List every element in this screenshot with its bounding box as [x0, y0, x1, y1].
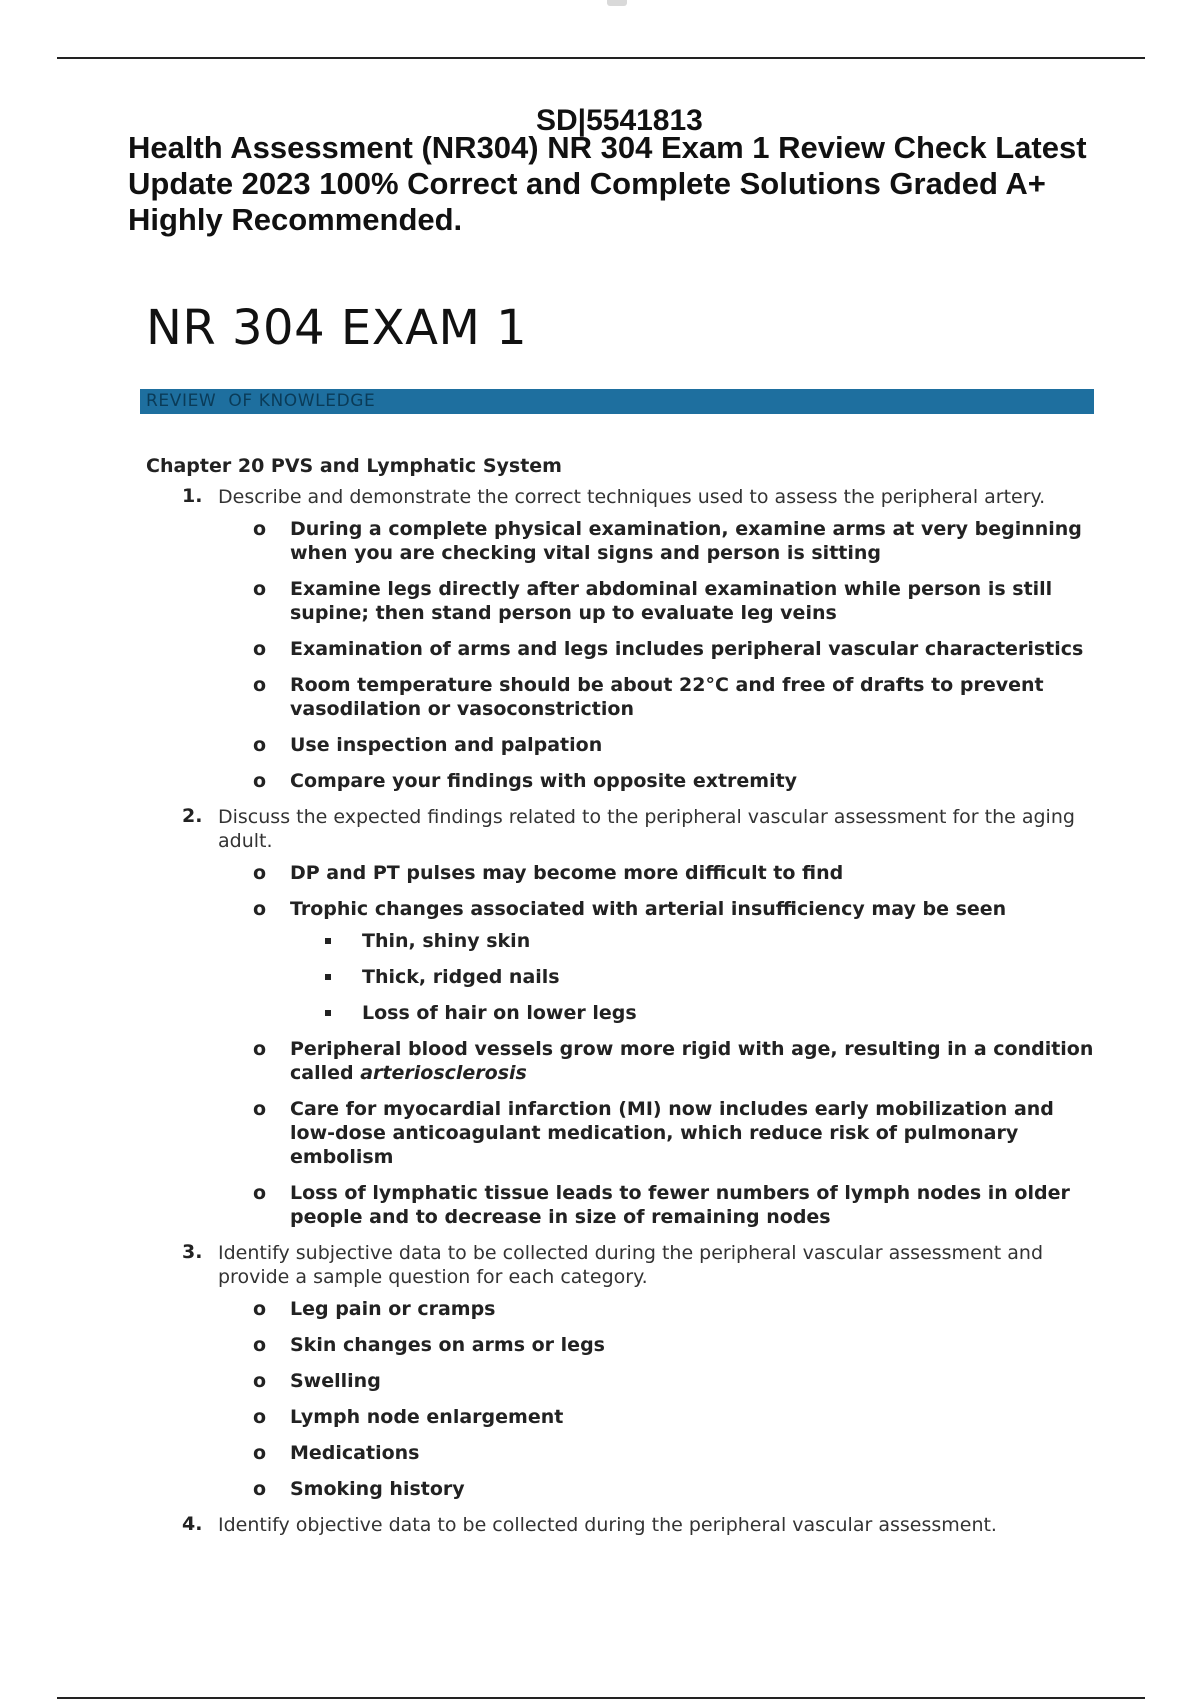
circle-bullet-icon: o [253, 1038, 267, 1060]
answer-item: o Skin changes on arms or legs [253, 1334, 605, 1356]
question-item [146, 485, 1096, 793]
question-number: 1. [182, 485, 203, 507]
answer-item: o Examination of arms and legs includes peripheral vascular characteristics [253, 638, 1084, 660]
circle-bullet-icon: o [253, 578, 267, 600]
exam-heading: NR 304 EXAM 1 [146, 300, 528, 356]
answer-list [218, 861, 1096, 1229]
review-banner [140, 389, 1094, 414]
circle-bullet-icon: o [253, 674, 267, 696]
question-text: Discuss the expected findings related to the peripheral vascular assessment for the aging adult. [218, 806, 1075, 852]
review-banner-label: REVIEW OF KNOWLEDGE [146, 391, 376, 411]
answer-item: o Examine legs directly after abdominal examination while person is still supine; then stand person up to evaluate leg veins [253, 578, 1053, 624]
answer-item: o Lymph node enlargement [253, 1406, 564, 1428]
answer-item: o Swelling [253, 1370, 381, 1392]
question-number: 4. [182, 1513, 203, 1535]
answer-item: o Compare your findings with opposite extremity [253, 770, 798, 792]
circle-bullet-icon: o [253, 1370, 267, 1392]
question-text: Identify objective data to be collected during the peripheral vascular assessment. [218, 1514, 997, 1536]
square-bullet-icon [325, 1010, 331, 1016]
answer-item: o During a complete physical examination, examine arms at very beginning when you are checking vital signs and person is sitting [253, 518, 1082, 564]
circle-bullet-icon: o [253, 770, 267, 792]
answer-item: o Trophic changes associated with arterial insufficiency may be seen Thin, shiny skin Thick, ridged nails Loss of hair on lower legs [218, 897, 1096, 1025]
circle-bullet-icon: o [253, 1298, 267, 1320]
sub-answer-list [290, 929, 1096, 1025]
circle-bullet-icon: o [253, 862, 267, 884]
answer-item: o Smoking history [253, 1478, 465, 1500]
sub-answer-item: Thick, ridged nails [218, 965, 1096, 989]
square-bullet-icon [325, 974, 331, 980]
answer-item: o Use inspection and palpation [253, 734, 603, 756]
circle-bullet-icon: o [253, 898, 267, 920]
question-item [146, 1241, 1096, 1501]
circle-bullet-icon: o [253, 1478, 267, 1500]
question-item [146, 805, 1096, 1229]
answer-item: o Room temperature should be about 22°C and free of drafts to prevent vasodilation or vasoconstriction [253, 674, 1044, 720]
document-id: SD|5541813 [536, 104, 703, 137]
question-number: 2. [182, 805, 203, 827]
circle-bullet-icon: o [253, 1334, 267, 1356]
header-rule [57, 57, 1145, 59]
circle-bullet-icon: o [253, 518, 267, 540]
answer-item: o Medications [253, 1442, 420, 1464]
circle-bullet-icon: o [253, 1182, 267, 1204]
sub-answer-item: Loss of hair on lower legs [218, 1001, 1096, 1025]
square-bullet-icon [325, 938, 331, 944]
answer-item: o Leg pain or cramps [253, 1298, 496, 1320]
sub-answer-item: Thin, shiny skin [218, 929, 1096, 953]
answer-item: o Loss of lymphatic tissue leads to fewer numbers of lymph nodes in older people and to decrease in size of remaining nodes [253, 1182, 1070, 1228]
answer-list [218, 517, 1096, 793]
review-content [146, 455, 1096, 1545]
circle-bullet-icon: o [253, 734, 267, 756]
question-list [146, 485, 1096, 1537]
chapter-heading: Chapter 20 PVS and Lymphatic System [146, 455, 562, 477]
circle-bullet-icon: o [253, 1442, 267, 1464]
question-text: Describe and demonstrate the correct techniques used to assess the peripheral artery. [218, 486, 1046, 508]
answer-list [218, 1297, 1096, 1501]
answer-item: o Care for myocardial infarction (MI) now includes early mobilization and low-dose anticoagulant medication, which reduce risk of pulmonary embolism [253, 1098, 1054, 1168]
footer-rule [57, 1697, 1145, 1699]
question-item [146, 1513, 1096, 1537]
answer-item: o DP and PT pulses may become more difficult to find [253, 862, 844, 884]
circle-bullet-icon: o [253, 638, 267, 660]
emphasized-term: arteriosclerosis [360, 1062, 527, 1084]
answer-item: o Peripheral blood vessels grow more rigid with age, resulting in a condition called arteriosclerosis [253, 1038, 1094, 1084]
circle-bullet-icon: o [253, 1098, 267, 1120]
circle-bullet-icon: o [253, 1406, 267, 1428]
document-title: Health Assessment (NR304) NR 304 Exam 1 Review Check Latest Update 2023 100% Correct and Complete Solutions Graded A+ Highly Recommended. [128, 130, 1087, 237]
page-top-mark [607, 0, 627, 6]
question-number: 3. [182, 1241, 203, 1263]
question-text: Identify subjective data to be collected during the peripheral vascular assessment and provide a sample question for each category. [218, 1242, 1044, 1288]
